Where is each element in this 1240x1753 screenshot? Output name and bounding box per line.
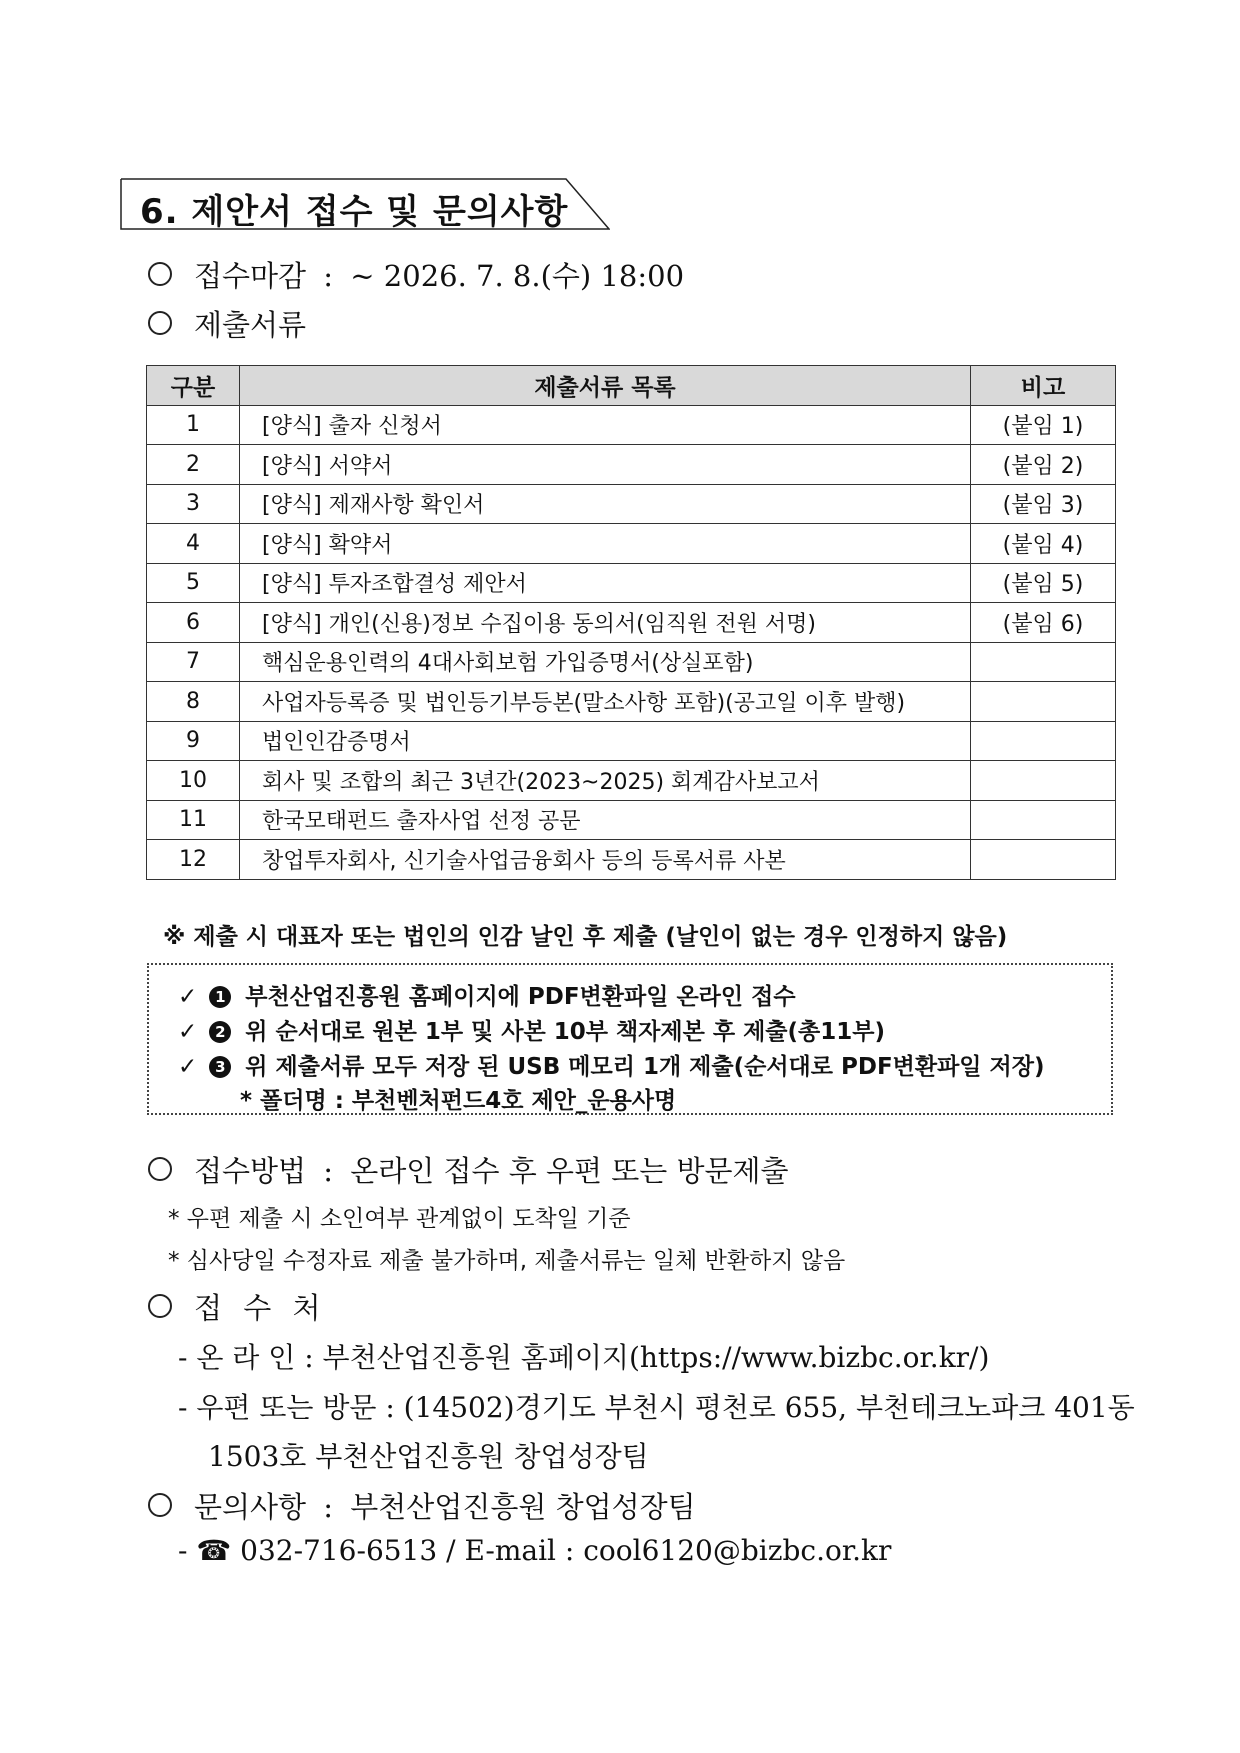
doc-remark: [971, 761, 1116, 801]
doc-number: 12: [147, 840, 240, 880]
method-separator: :: [323, 1154, 334, 1188]
doc-remark: [971, 682, 1116, 722]
documents-row: [148, 303, 306, 344]
section-title: 6. 제안서 접수 및 문의사항: [140, 192, 569, 232]
deadline-value: ~ 2026. 7. 8.(수) 18:00: [350, 259, 685, 293]
step-text: 부천산업진흥원 홈페이지에 PDF변환파일 온라인 접수: [245, 984, 796, 1010]
doc-remark: (붙임 3): [971, 484, 1116, 524]
check-icon: ✓: [178, 984, 198, 1010]
table-row: [147, 445, 1116, 485]
table-row: [147, 603, 1116, 643]
header-remark: 비고: [971, 366, 1116, 406]
bullet-circle-icon: [148, 1493, 172, 1517]
doc-remark: (붙임 1): [971, 405, 1116, 445]
doc-item: [양식] 제재사항 확인서: [240, 484, 971, 524]
doc-remark: (붙임 5): [971, 563, 1116, 603]
doc-number: 10: [147, 761, 240, 801]
doc-remark: [971, 840, 1116, 880]
doc-item: 회사 및 조합의 최근 3년간(2023~2025) 회계감사보고서: [240, 761, 971, 801]
header-category: 구분: [147, 366, 240, 406]
table-row: [147, 405, 1116, 445]
doc-item: [양식] 서약서: [240, 445, 971, 485]
doc-number: 11: [147, 800, 240, 840]
deadline-separator: :: [323, 259, 334, 293]
doc-number: 4: [147, 524, 240, 564]
number-badge-icon: 2: [209, 1021, 231, 1043]
documents-label: 제출서류: [194, 308, 307, 342]
check-icon: ✓: [178, 1019, 198, 1045]
table-row: [147, 524, 1116, 564]
table-row: [147, 800, 1116, 840]
office-label: 접 수 처: [194, 1291, 327, 1325]
doc-number: 2: [147, 445, 240, 485]
doc-item: 창업투자회사, 신기술사업금융회사 등의 등록서류 사본: [240, 840, 971, 880]
inquiry-separator: :: [323, 1490, 334, 1524]
step-line: [178, 978, 796, 1011]
doc-number: 8: [147, 682, 240, 722]
table-row: [147, 682, 1116, 722]
bullet-circle-icon: [148, 1294, 172, 1318]
deadline-row: [148, 254, 684, 295]
bullet-circle-icon: [148, 1157, 172, 1181]
doc-remark: [971, 800, 1116, 840]
method-label: 접수방법: [194, 1154, 307, 1188]
bullet-circle-icon: [148, 311, 172, 335]
method-note: * 우편 제출 시 소인여부 관계없이 도착일 기준: [168, 1206, 631, 1232]
table-row: [147, 840, 1116, 880]
table-row: [147, 484, 1116, 524]
doc-number: 6: [147, 603, 240, 643]
doc-number: 1: [147, 405, 240, 445]
inquiry-row: [148, 1485, 696, 1526]
step-text: 위 순서대로 원본 1부 및 사본 10부 책자제본 후 제출(총11부): [245, 1019, 885, 1045]
doc-item: [양식] 투자조합결성 제안서: [240, 563, 971, 603]
doc-item: 한국모태펀드 출자사업 선정 공문: [240, 800, 971, 840]
table-row: [147, 761, 1116, 801]
doc-remark: [971, 721, 1116, 761]
bullet-circle-icon: [148, 262, 172, 286]
doc-item: [양식] 출자 신청서: [240, 405, 971, 445]
step-line: [178, 1048, 1044, 1081]
table-row: [147, 721, 1116, 761]
method-value: 온라인 접수 후 우편 또는 방문제출: [350, 1154, 789, 1188]
office-row: [148, 1286, 326, 1327]
doc-item: 사업자등록증 및 법인등기부등본(말소사항 포함)(공고일 이후 발행): [240, 682, 971, 722]
inquiry-contact: - ☎ 032-716-6513 / E-mail : cool6120@bizbc.or.kr: [178, 1534, 892, 1567]
method-note: * 심사당일 수정자료 제출 불가하며, 제출서류는 일체 반환하지 않음: [168, 1248, 846, 1274]
doc-number: 7: [147, 642, 240, 682]
doc-number: 9: [147, 721, 240, 761]
folder-name-note: * 폴더명 : 부천벤처펀드4호 제안_운용사명: [240, 1088, 677, 1114]
office-mail: - 우편 또는 방문 : (14502)경기도 부천시 평천로 655, 부천테크노파크 401동: [178, 1391, 1135, 1424]
table-header-row: [147, 366, 1116, 406]
number-badge-icon: 3: [209, 1056, 231, 1078]
inquiry-value: 부천산업진흥원 창업성장팀: [350, 1490, 696, 1524]
documents-table: [146, 365, 1116, 880]
table-row: [147, 563, 1116, 603]
number-badge-icon: 1: [209, 986, 231, 1008]
doc-item: 핵심운용인력의 4대사회보험 가입증명서(상실포함): [240, 642, 971, 682]
step-text: 위 제출서류 모두 저장 된 USB 메모리 1개 제출(순서대로 PDF변환파일 저장): [245, 1054, 1045, 1080]
doc-remark: [971, 642, 1116, 682]
office-online: - 온 라 인 : 부천산업진흥원 홈페이지(https://www.bizbc.or.kr/): [178, 1341, 990, 1374]
doc-number: 3: [147, 484, 240, 524]
step-line: [178, 1013, 885, 1046]
doc-remark: (붙임 2): [971, 445, 1116, 485]
doc-item: 법인인감증명서: [240, 721, 971, 761]
doc-item: [양식] 개인(신용)정보 수집이용 동의서(임직원 전원 서명): [240, 603, 971, 643]
doc-item: [양식] 확약서: [240, 524, 971, 564]
method-row: [148, 1149, 789, 1190]
header-doc-list: 제출서류 목록: [240, 366, 971, 406]
deadline-label: 접수마감: [194, 259, 307, 293]
doc-remark: (붙임 6): [971, 603, 1116, 643]
doc-remark: (붙임 4): [971, 524, 1116, 564]
table-row: [147, 642, 1116, 682]
office-mail-cont: 1503호 부천산업진흥원 창업성장팀: [208, 1440, 649, 1473]
seal-warning: ※ 제출 시 대표자 또는 법인의 인감 날인 후 제출 (날인이 없는 경우 인정하지 않음): [163, 924, 1008, 950]
check-icon: ✓: [178, 1054, 198, 1080]
doc-number: 5: [147, 563, 240, 603]
inquiry-label: 문의사항: [194, 1490, 307, 1524]
